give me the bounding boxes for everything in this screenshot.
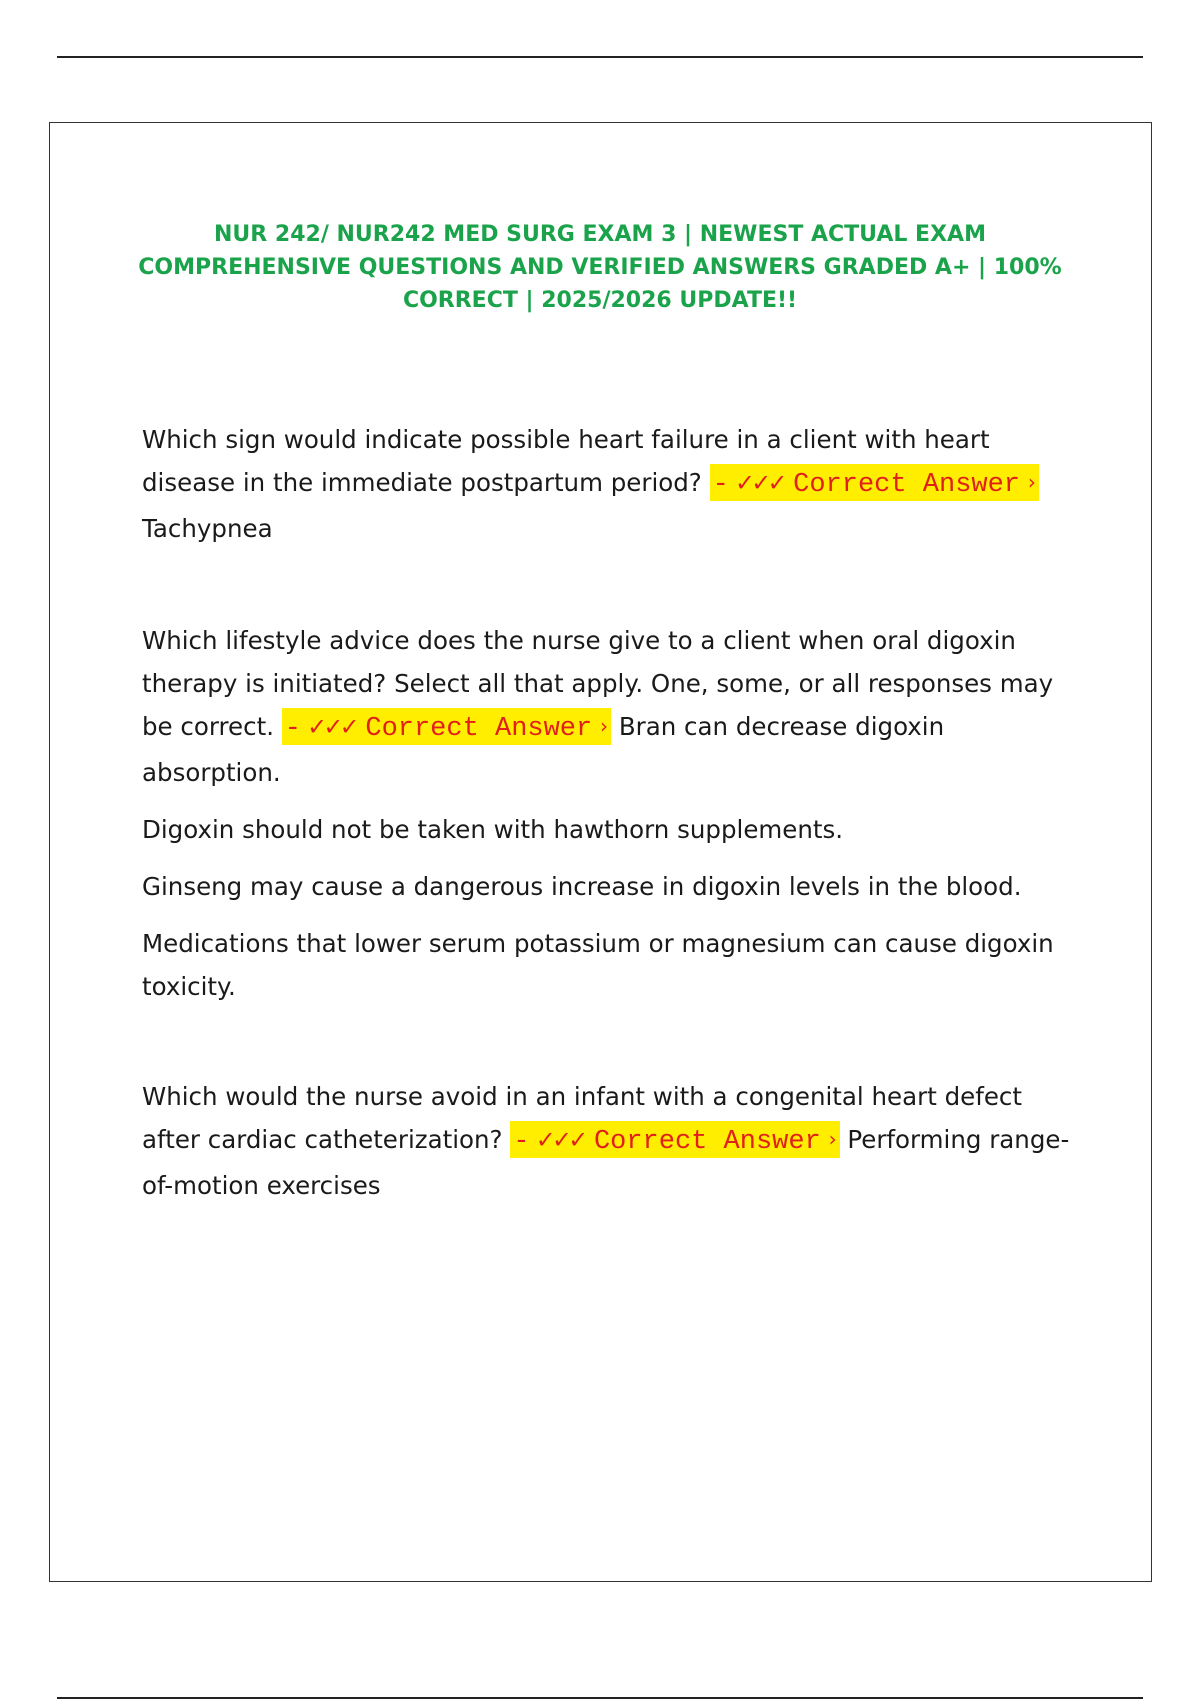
marker-label: Correct Answer: [365, 714, 593, 744]
question-text: Which sign would indicate possible heart failure in a client with heart disease in the immediate postpartum period?: [142, 425, 990, 497]
marker-dash: -: [513, 1127, 530, 1157]
question-paragraph: [142, 418, 1072, 550]
correct-answer-marker: [282, 708, 611, 745]
chevron-right-icon: ›: [1027, 470, 1036, 494]
correct-answer-marker: [510, 1121, 839, 1158]
footer-rule: [57, 1697, 1143, 1699]
marker-label: Correct Answer: [793, 470, 1021, 500]
marker-dash: -: [712, 470, 729, 500]
checkmarks-icon: ✓✓✓: [308, 714, 358, 744]
marker-dash: -: [284, 714, 301, 744]
checkmarks-icon: ✓✓✓: [736, 470, 786, 500]
question-paragraph: [142, 1075, 1072, 1207]
header-rule: [57, 56, 1143, 58]
marker-label: Correct Answer: [593, 1127, 821, 1157]
correct-answer-marker: [710, 464, 1039, 501]
chevron-right-icon: ›: [600, 714, 609, 738]
chevron-right-icon: ›: [828, 1127, 837, 1151]
question-block: [142, 1075, 1072, 1207]
answer-line: Ginseng may cause a dangerous increase in digoxin levels in the blood.: [142, 872, 1022, 901]
checkmarks-icon: ✓✓✓: [537, 1127, 587, 1157]
answer-line: Medications that lower serum potassium or magnesium can cause digoxin toxicity.: [142, 929, 1054, 1001]
answer-text: Performing range-of-motion exercises: [142, 1125, 1070, 1200]
question-paragraph: [142, 619, 1072, 794]
question-block: [142, 418, 1072, 550]
question-block: [142, 619, 1072, 1008]
question-text: Which would the nurse avoid in an infant with a congenital heart defect after cardiac catheterization?: [142, 1082, 1023, 1154]
answer-text: Tachypnea: [142, 514, 273, 543]
document-title: NUR 242/ NUR242 MED SURG EXAM 3 | NEWEST ACTUAL EXAM COMPREHENSIVE QUESTIONS AND VERIFIED ANSWERS GRADED A+ | 100% CORRECT | 2025/2026 UPDATE!!: [138, 222, 1062, 313]
answer-text: Bran can decrease digoxin absorption.: [142, 712, 945, 787]
answer-line: Digoxin should not be taken with hawthorn supplements.: [142, 815, 844, 844]
question-text: Which lifestyle advice does the nurse give to a client when oral digoxin therapy is initiated? Select all that apply. One, some, or all responses may be correct.: [142, 626, 1054, 741]
